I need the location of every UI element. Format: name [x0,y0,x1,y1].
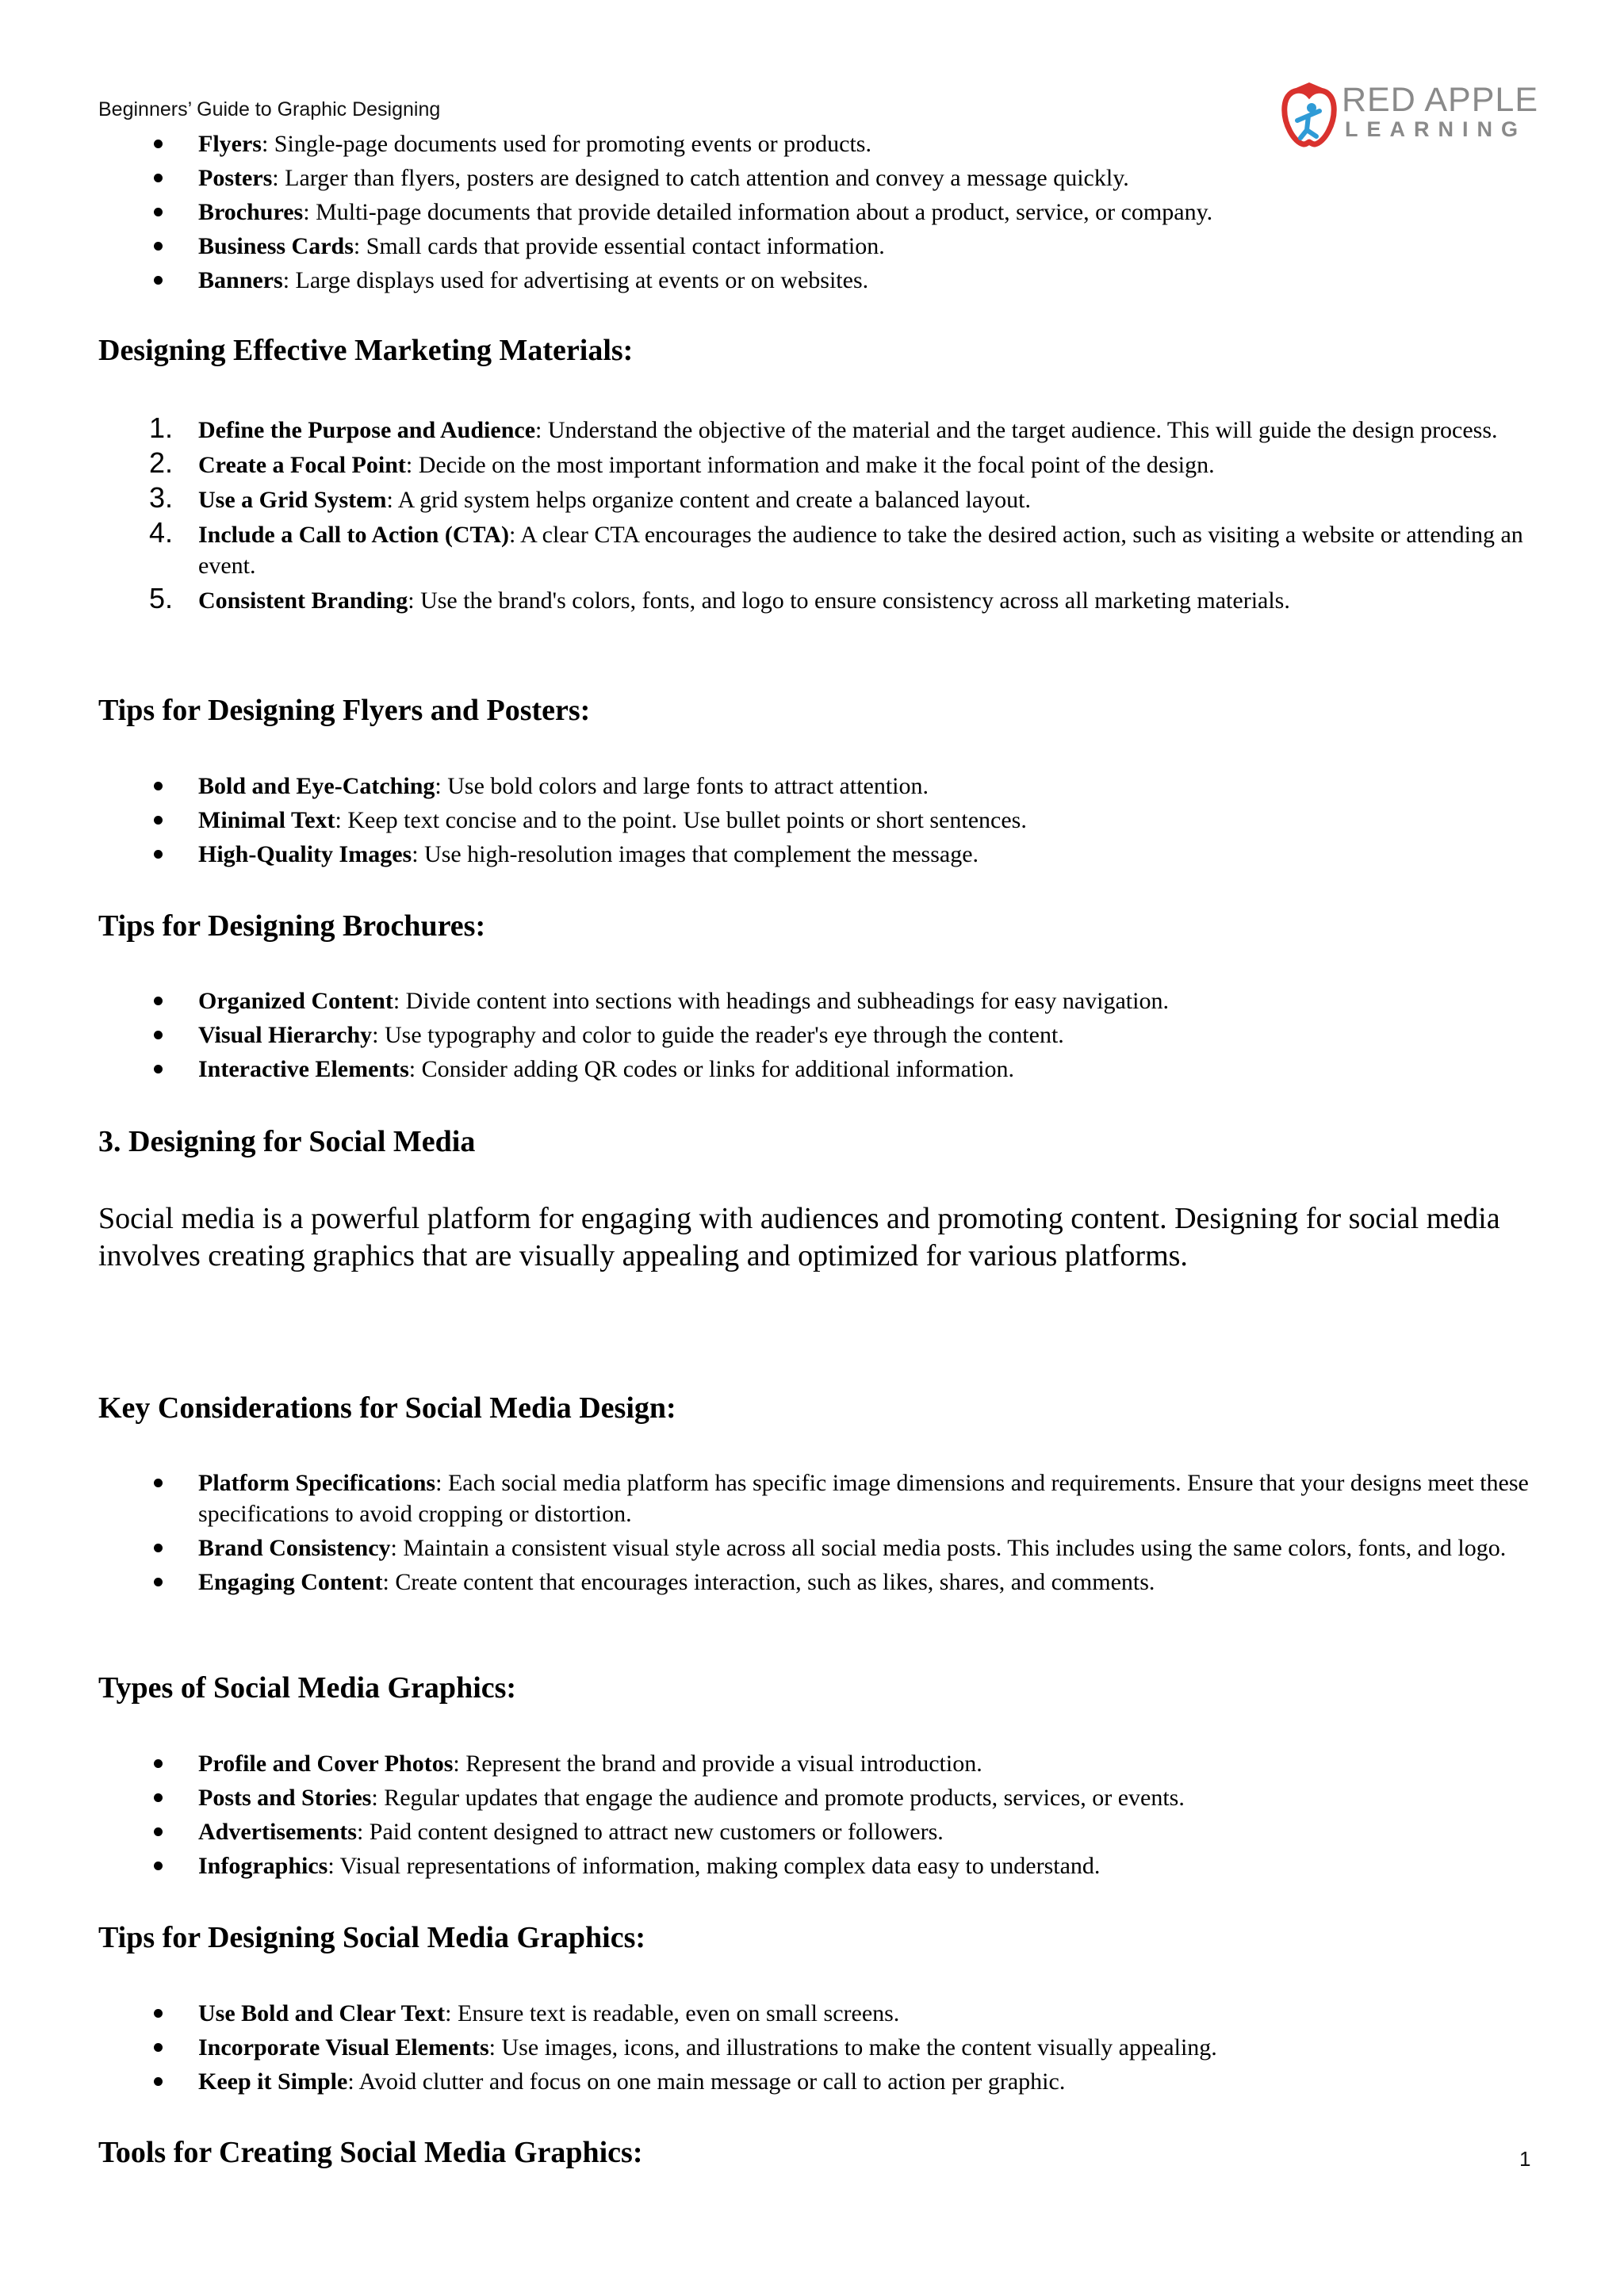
section-heading-tips-social: Tips for Designing Social Media Graphics: [98,1921,646,1954]
brochures-tips-list-block [98,985,1534,1085]
list-item-term: Create a Focal Point [198,452,406,478]
list-item-desc: : Understand the objective of the material and the target audience. This will guide the design process. [535,417,1498,443]
list-item-desc: : Large displays used for advertising at events or on websites. [282,267,869,293]
list-item [98,411,1534,446]
list-item-term: Organized Content [198,988,393,1014]
list-item [98,1782,1534,1813]
list-item [98,1020,1534,1050]
list-item-term: Use Bold and Clear Text [198,2000,446,2026]
effective-materials-list-block [98,411,1534,616]
list-item [98,1054,1534,1085]
list-item-term: Include a Call to Action (CTA) [198,522,509,548]
section-heading-brochures: Tips for Designing Brochures: [98,909,486,943]
list-item [98,2032,1534,2063]
list-item [98,481,1534,515]
list-item-term: Consistent Branding [198,587,408,614]
logo-text-bottom: LEARNING [1345,117,1526,141]
list-item [98,197,1534,228]
list-item-term: Engaging Content [198,1569,383,1595]
list-item-term: Advertisements [198,1819,357,1845]
list-item-number: 4. [149,516,174,549]
list-item-desc: : Divide content into sections with headings and subheadings for easy navigation. [393,988,1169,1014]
list-item [98,2066,1534,2097]
social-tips-list-block [98,1998,1534,2097]
social-tips-list [98,1998,1534,2097]
list-item-desc: : Larger than flyers, posters are designed to catch attention and convey a message quickly. [272,165,1129,191]
list-item-term: Platform Specifications [198,1470,436,1496]
list-item [98,1816,1534,1847]
list-item [98,1998,1534,2029]
section-heading-key-considerations: Key Considerations for Social Media Design: [98,1391,676,1425]
list-item [98,805,1534,836]
list-item-desc: : Decide on the most important information and make it the focal point of the design. [405,452,1215,478]
list-item-term: Define the Purpose and Audience [198,417,536,443]
list-item [98,128,1534,159]
section-heading-types: Types of Social Media Graphics: [98,1671,517,1705]
list-item-term: High-Quality Images [198,841,412,867]
list-item [98,231,1534,262]
list-item [98,516,1534,581]
list-item-desc: : Use typography and color to guide the reader's eye through the content. [372,1022,1064,1048]
list-item-term: Minimal Text [198,807,335,833]
list-item-term: Bold and Eye-Catching [198,773,435,799]
list-item-desc: : Small cards that provide essential contact information. [353,233,885,259]
key-considerations-list [98,1468,1534,1598]
key-considerations-list-block [98,1468,1534,1598]
list-item-term: Flyers [198,131,262,157]
list-item-number: 2. [149,446,174,479]
list-item-desc: : Maintain a consistent visual style across all social media posts. This includes using the same colors, fonts, and logo. [390,1535,1507,1561]
list-item-desc: : Each social media platform has specific image dimensions and requirements. Ensure that your designs meet these specifications to avoid cropping or distortion. [198,1470,1529,1527]
graphic-types-list [98,1748,1534,1881]
list-item [98,446,1534,480]
list-item-desc: : Multi-page documents that provide detailed information about a product, service, or company. [303,199,1213,225]
list-item-desc: : Keep text concise and to the point. Use bullet points or short sentences. [335,807,1027,833]
list-item [98,1850,1534,1881]
list-item [98,1748,1534,1779]
list-item-desc: : Consider adding QR codes or links for additional information. [408,1056,1014,1082]
list-item-term: Use a Grid System [198,487,387,513]
list-item [98,1567,1534,1598]
list-item-desc: : A clear CTA encourages the audience to take the desired action, such as visiting a website or attending an event. [198,522,1523,579]
list-item-desc: : Represent the brand and provide a visual introduction. [453,1751,982,1777]
list-item-term: Brochures [198,199,304,225]
list-item [98,163,1534,193]
list-item-desc: : Use the brand's colors, fonts, and logo to ensure consistency across all marketing materials. [408,587,1290,614]
list-item-desc: : Paid content designed to attract new customers or followers. [356,1819,944,1845]
section-heading-flyers: Tips for Designing Flyers and Posters: [98,694,591,727]
list-item-number: 5. [149,582,174,614]
list-item [98,839,1534,870]
section-heading-social-media: 3. Designing for Social Media [98,1125,476,1158]
social-media-intro: Social media is a powerful platform for engaging with audiences and promoting content. Designing for social media involves creating graphics that are visually appealing and optimized for various platforms. [98,1202,1500,1272]
list-item-term: Visual Hierarchy [198,1022,373,1048]
section-heading-effective: Designing Effective Marketing Materials: [98,334,634,367]
list-item-term: Posters [198,165,273,191]
list-item-term: Profile and Cover Photos [198,1751,454,1777]
list-item-desc: : Visual representations of information, making complex data easy to understand. [327,1853,1101,1879]
list-item-term: Banners [198,267,283,293]
flyers-tips-list-block [98,771,1534,870]
list-item-desc: : Single-page documents used for promoting events or products. [261,131,871,157]
list-item [98,985,1534,1016]
list-item-number: 1. [149,411,174,444]
list-item-desc: : Create content that encourages interaction, such as likes, shares, and comments. [382,1569,1155,1595]
list-item-desc: : Regular updates that engage the audience and promote products, services, or events. [371,1785,1185,1811]
list-item-term: Business Cards [198,233,354,259]
list-item [98,1468,1534,1529]
list-item-term: Keep it Simple [198,2068,348,2095]
list-item [98,582,1534,616]
effective-materials-list [98,411,1534,616]
section-heading-tools: Tools for Creating Social Media Graphics: [98,2136,643,2169]
list-item-term: Infographics [198,1853,328,1879]
list-item-term: Interactive Elements [198,1056,409,1082]
page-number: 1 [1519,2147,1531,2171]
list-item-desc: : A grid system helps organize content and create a balanced layout. [386,487,1031,513]
flyers-tips-list [98,771,1534,870]
graphic-types-list-block [98,1748,1534,1881]
list-item-desc: : Avoid clutter and focus on one main message or call to action per graphic. [347,2068,1066,2095]
list-item-term: Brand Consistency [198,1535,391,1561]
list-item-desc: : Use high-resolution images that complement the message. [412,841,979,867]
print-materials-list-block [98,128,1534,296]
list-item-number: 3. [149,481,174,514]
list-item-desc: : Use images, icons, and illustrations to make the content visually appealing. [488,2034,1217,2061]
list-item-term: Posts and Stories [198,1785,372,1811]
print-materials-list [98,128,1534,296]
list-item-term: Incorporate Visual Elements [198,2034,489,2061]
list-item [98,265,1534,296]
list-item [98,771,1534,802]
brochures-tips-list [98,985,1534,1085]
list-item [98,1533,1534,1563]
list-item-desc: : Use bold colors and large fonts to attract attention. [435,773,929,799]
document-title: Beginners’ Guide to Graphic Designing [98,98,441,121]
logo-text-top: RED APPLE [1342,81,1538,119]
list-item-desc: : Ensure text is readable, even on small screens. [445,2000,900,2026]
